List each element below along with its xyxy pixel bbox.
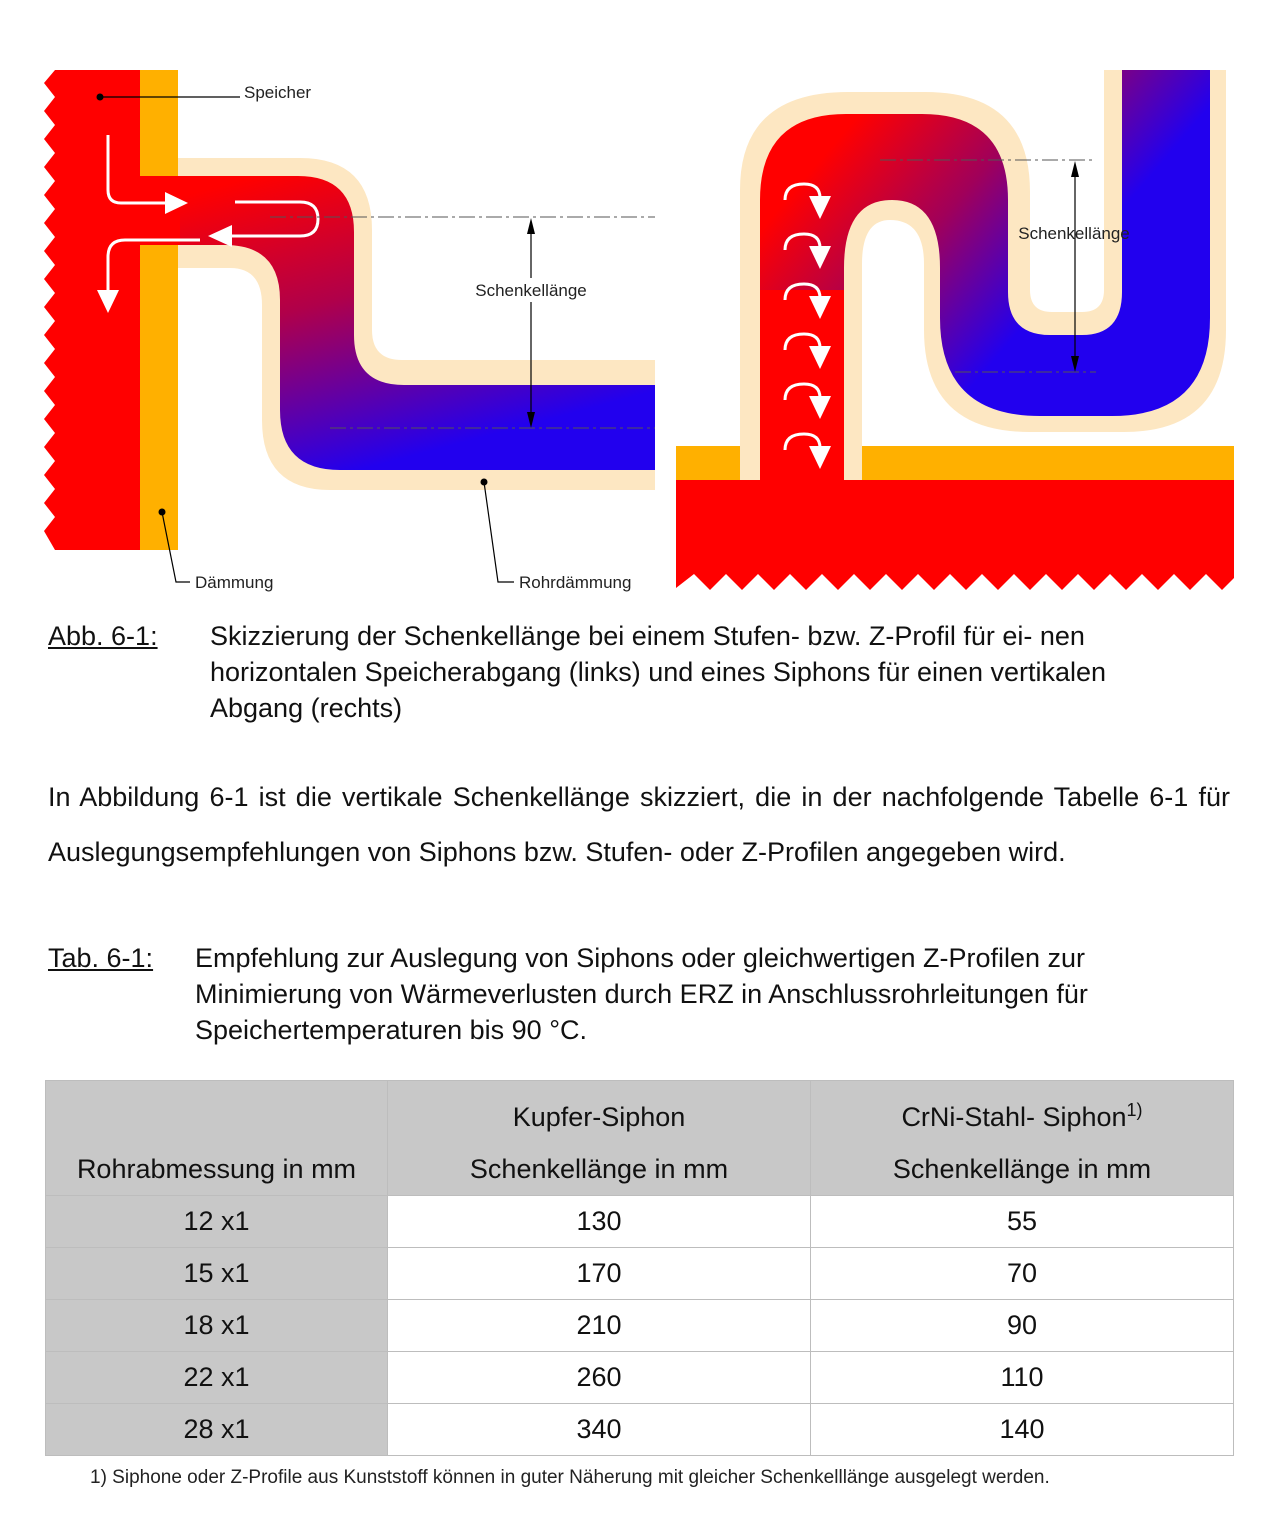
- header-line1: [811, 1091, 1233, 1143]
- table-row: [46, 1352, 1234, 1404]
- dim-arrow-left-top: [527, 218, 535, 234]
- header-crni-siphon: [811, 1081, 1234, 1196]
- table-caption: [48, 940, 1238, 1048]
- cell-kupfer: 170: [388, 1248, 811, 1300]
- header-rohrabmessung: [46, 1081, 388, 1196]
- table-header-row: [46, 1081, 1234, 1196]
- cell-crni: 140: [811, 1404, 1234, 1456]
- header-line2: Schenkellänge in mm: [469, 1154, 729, 1184]
- cell-rohrabmessung: 12 x1: [46, 1196, 388, 1248]
- cell-rohrabmessung: 18 x1: [46, 1300, 388, 1352]
- cell-rohrabmessung: 22 x1: [46, 1352, 388, 1404]
- table-row: [46, 1196, 1234, 1248]
- schenkellaenge-label-left: Schenkellänge: [475, 281, 587, 300]
- header-line2: Schenkellänge in mm: [892, 1154, 1152, 1184]
- storage-tank-right: [676, 480, 1234, 590]
- speicher-label: Speicher: [244, 83, 312, 102]
- header-line1: Kupfer-Siphon: [512, 1102, 686, 1132]
- cell-rohrabmessung: 28 x1: [46, 1404, 388, 1456]
- cell-crni: 70: [811, 1248, 1234, 1300]
- cell-crni: 90: [811, 1300, 1234, 1352]
- design-table: [45, 1080, 1234, 1456]
- rohrdaemmung-label: Rohrdämmung: [519, 573, 632, 592]
- header-kupfer-siphon: [388, 1081, 811, 1196]
- storage-tank-left: [44, 70, 140, 550]
- cell-rohrabmessung: 15 x1: [46, 1248, 388, 1300]
- figure-6-1: [0, 0, 1280, 600]
- cell-kupfer: 340: [388, 1404, 811, 1456]
- footnote-marker: 1): [1126, 1100, 1143, 1120]
- schenkellaenge-label-right: Schenkellänge: [1018, 224, 1130, 243]
- figure-caption: [48, 618, 1238, 726]
- table-row: [46, 1300, 1234, 1352]
- pipe-connection-right: [760, 290, 844, 490]
- header-crni-label: CrNi-Stahl- Siphon: [901, 1102, 1127, 1132]
- pipe-left: [175, 176, 655, 470]
- table-row: [46, 1404, 1234, 1456]
- figure-caption-text: Skizzierung der Schenkellänge bei einem Stufen- bzw. Z-Profil für ei- nen horizontalen Speicherabgang (links) und eines Siphons für einen vertikalen Abgang (rechts): [210, 621, 1107, 723]
- storage-insulation-left: [140, 70, 178, 550]
- cell-kupfer: 260: [388, 1352, 811, 1404]
- body-paragraph: In Abbildung 6-1 ist die vertikale Schenkellänge skizziert, die in der nachfolgende Tabelle 6-1 für Auslegungsempfehlungen von Siphons bzw. Stufen- oder Z-Profilen angegeben wird.: [48, 782, 1230, 867]
- table-caption-key: Tab. 6-1:: [48, 943, 154, 973]
- siphon-diagram: [0, 0, 1280, 600]
- table-row: [46, 1248, 1234, 1300]
- cell-kupfer: 130: [388, 1196, 811, 1248]
- table-footnote: 1) Siphone oder Z-Profile aus Kunststoff können in guter Näherung mit gleicher Schenkelllänge ausgelegt werden.: [90, 1467, 1050, 1488]
- dim-arrow-right-top: [1071, 161, 1079, 177]
- figure-caption-key: Abb. 6-1:: [48, 621, 158, 651]
- cell-crni: 55: [811, 1196, 1234, 1248]
- cell-crni: 110: [811, 1352, 1234, 1404]
- daemmung-label: Dämmung: [195, 573, 274, 592]
- pipe-connection-left: [140, 176, 180, 245]
- table-caption-text: Empfehlung zur Auslegung von Siphons oder gleichwertigen Z-Profilen zur Minimierung von Wärmeverlusten durch ERZ in Anschlussrohrleitungen für Speichertemperaturen bis 90 °C.: [195, 943, 1088, 1045]
- header-line1: [46, 1091, 387, 1143]
- cell-kupfer: 210: [388, 1300, 811, 1352]
- rohrdaemmung-leader: [484, 482, 514, 582]
- header-line2: Rohrabmessung in mm: [76, 1154, 357, 1184]
